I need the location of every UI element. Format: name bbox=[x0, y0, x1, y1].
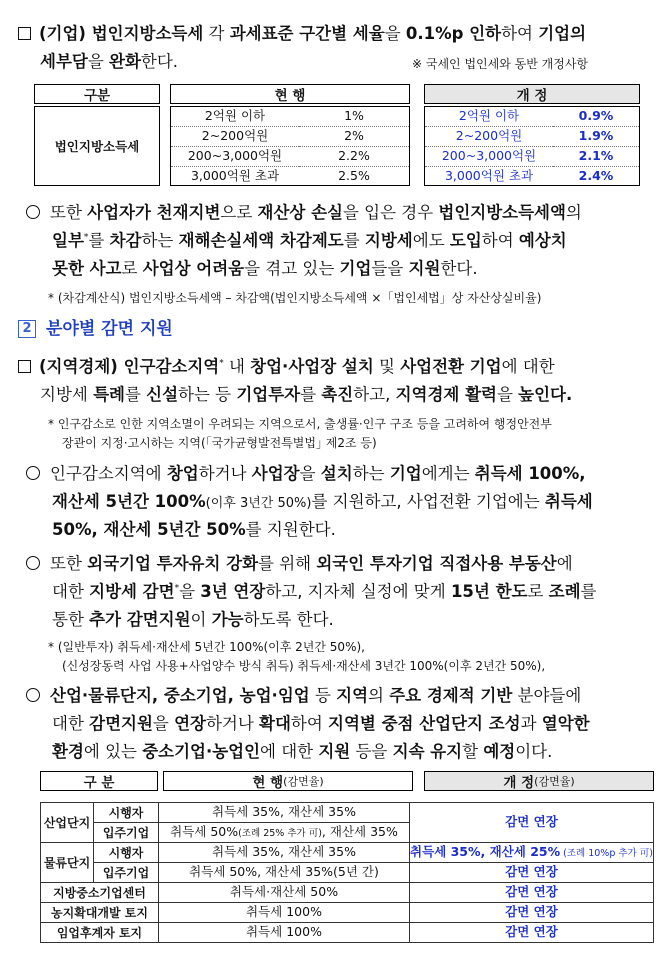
para-industrial-line3: 환경에 있는 중소기업·농업인에 대한 지원 등을 지속 유지할 예정이다. bbox=[52, 742, 553, 761]
section-heading bbox=[18, 320, 173, 338]
circle-bullet-icon bbox=[26, 688, 40, 702]
section-title: 분야별 감면 지원 bbox=[46, 319, 173, 339]
table-row: 산업단지 시행자 취득세 35%, 재산세 35% 감면 연장 bbox=[41, 803, 654, 823]
table1-current-box bbox=[170, 106, 410, 186]
section-number-box: 2 bbox=[18, 320, 36, 338]
note-deduction-formula: * (차감계산식) 법인지방소득세액 – 차감액(법인지방소득세액 ×「법인세법」상 자산상실비율) bbox=[48, 291, 542, 305]
note-general-investment: * (일반투자) 취득세·재산세 5년간 100%(이후 2년간 50%), bbox=[48, 640, 365, 654]
table-row: 2억원 이하 0.9% bbox=[425, 107, 639, 127]
table-row: 농지확대개발 토지 취득세 100% 감면 연장 bbox=[41, 903, 654, 923]
table1-revised-box bbox=[424, 106, 640, 186]
table1-header-revised: 개 정 bbox=[424, 84, 640, 104]
table-row: 200~3,000억원 2.1% bbox=[425, 147, 639, 167]
para-disaster-line1: 또한 사업자가 천재지변으로 재산상 손실을 입은 경우 법인지방소득세액의 bbox=[26, 205, 582, 222]
para-regional-line1: (지역경제) 인구감소지역* 내 창업·사업장 설치 및 사업전환 기업에 대한 bbox=[18, 359, 555, 376]
para-foreign-line3: 통한 추가 감면지원이 가능하도록 한다. bbox=[52, 610, 334, 629]
note-new-growth: (신성장동력 사업 사용+사업양수 방식 취득) 취득세·재산세 3년간 100%(이후 2년간 50%), bbox=[62, 659, 546, 673]
para-disaster-line3: 못한 사고로 사업상 어려움을 겪고 있는 기업들을 지원한다. bbox=[52, 259, 478, 278]
table-row: 입주기업 취득세 50%, 재산세 35%(5년 간) 감면 연장 bbox=[41, 863, 654, 883]
para-startup-line2: 재산세 5년간 100%(이후 3년간 50%)를 지원하고, 사업전환 기업에는 취득세 bbox=[52, 492, 593, 511]
circle-bullet-icon bbox=[26, 466, 40, 480]
para-industrial-line1: 산업·물류단지, 중소기업, 농업·임업 등 지역의 주요 경제적 기반 분야들에 bbox=[26, 688, 581, 705]
table-row: 지방중소기업센터 취득세·재산세 50% 감면 연장 bbox=[41, 883, 654, 903]
para-corp-tax-line2: 세부담을 완화한다. bbox=[40, 52, 179, 71]
table2-body bbox=[40, 802, 654, 943]
para-corp-tax-line1: (기업) 법인지방소득세 각 과세표준 구간별 세율을 0.1%p 인하하여 기업의 bbox=[18, 26, 586, 43]
para-disaster-line2: 일부*를 차감하는 재해손실세액 차감제도를 지방세에도 도입하여 예상치 bbox=[52, 231, 567, 250]
note-national-tax: ※ 국세인 법인세와 동반 개정사항 bbox=[412, 57, 589, 71]
para-startup-line1: 인구감소지역에 창업하거나 사업장을 설치하는 기업에게는 취득세 100%, bbox=[26, 466, 586, 483]
para-foreign-line2: 대한 지방세 감면*을 3년 연장하고, 지자체 실정에 맞게 15년 한도로 조례를 bbox=[52, 582, 597, 601]
circle-bullet-icon bbox=[26, 205, 40, 219]
table-row: 3,000억원 초과 2.4% bbox=[444, 168, 614, 184]
table-row: 3,000억원 초과 2.5% bbox=[190, 168, 370, 184]
para-foreign-line1: 또한 외국기업 투자유치 강화를 위해 외국인 투자기업 직접사용 부동산에 bbox=[26, 556, 573, 573]
table-row: 2~200억원 1.9% bbox=[425, 127, 639, 147]
circle-bullet-icon bbox=[26, 556, 40, 570]
para-startup-line3: 50%, 재산세 5년간 50%를 지원한다. bbox=[52, 520, 336, 539]
note-population-decline-2: 장관이 지정·고시하는 지역(｢국가균형발전특별법｣ 제2조 등) bbox=[62, 436, 377, 450]
square-bullet-icon bbox=[18, 360, 31, 373]
note-population-decline-1: * 인구감소로 인한 지역소멸이 우려되는 지역으로서, 출생률·인구 구조 등을 고려하여 행정안전부 bbox=[48, 417, 552, 431]
table-row: 임업후계자 토지 취득세 100% 감면 연장 bbox=[41, 923, 654, 943]
table2-header-gubun: 구 분 bbox=[40, 771, 158, 791]
table-row: 물류단지 시행자 취득세 35%, 재산세 35% 취득세 35%, 재산세 25% (조례 10%p 추가 可) bbox=[41, 843, 654, 863]
table-row: 2~200억원 2% bbox=[171, 127, 409, 147]
table-row: 200~3,000억원 2.2% bbox=[171, 147, 409, 167]
table2-header-revised: 개 정 (감면율) bbox=[424, 771, 654, 791]
table-row: 2억원 이하 1% bbox=[171, 107, 409, 127]
table1-row-label-box: 법인지방소득세 bbox=[34, 106, 160, 186]
table2-header-current: 현 행 (감면율) bbox=[163, 771, 413, 791]
table-row: 입주기업 취득세 50%(조례 25% 추가 可), 재산세 35% bbox=[41, 823, 654, 843]
table1-header-gubun: 구분 bbox=[34, 84, 160, 104]
para-industrial-line2: 대한 감면지원을 연장하거나 확대하여 지역별 중점 산업단지 조성과 열악한 bbox=[52, 714, 590, 733]
table1-header-current: 현 행 bbox=[170, 84, 410, 104]
para-regional-line2: 지방세 특례를 신설하는 등 기업투자를 촉진하고, 지역경제 활력을 높인다. bbox=[40, 385, 573, 404]
square-bullet-icon bbox=[18, 27, 31, 40]
